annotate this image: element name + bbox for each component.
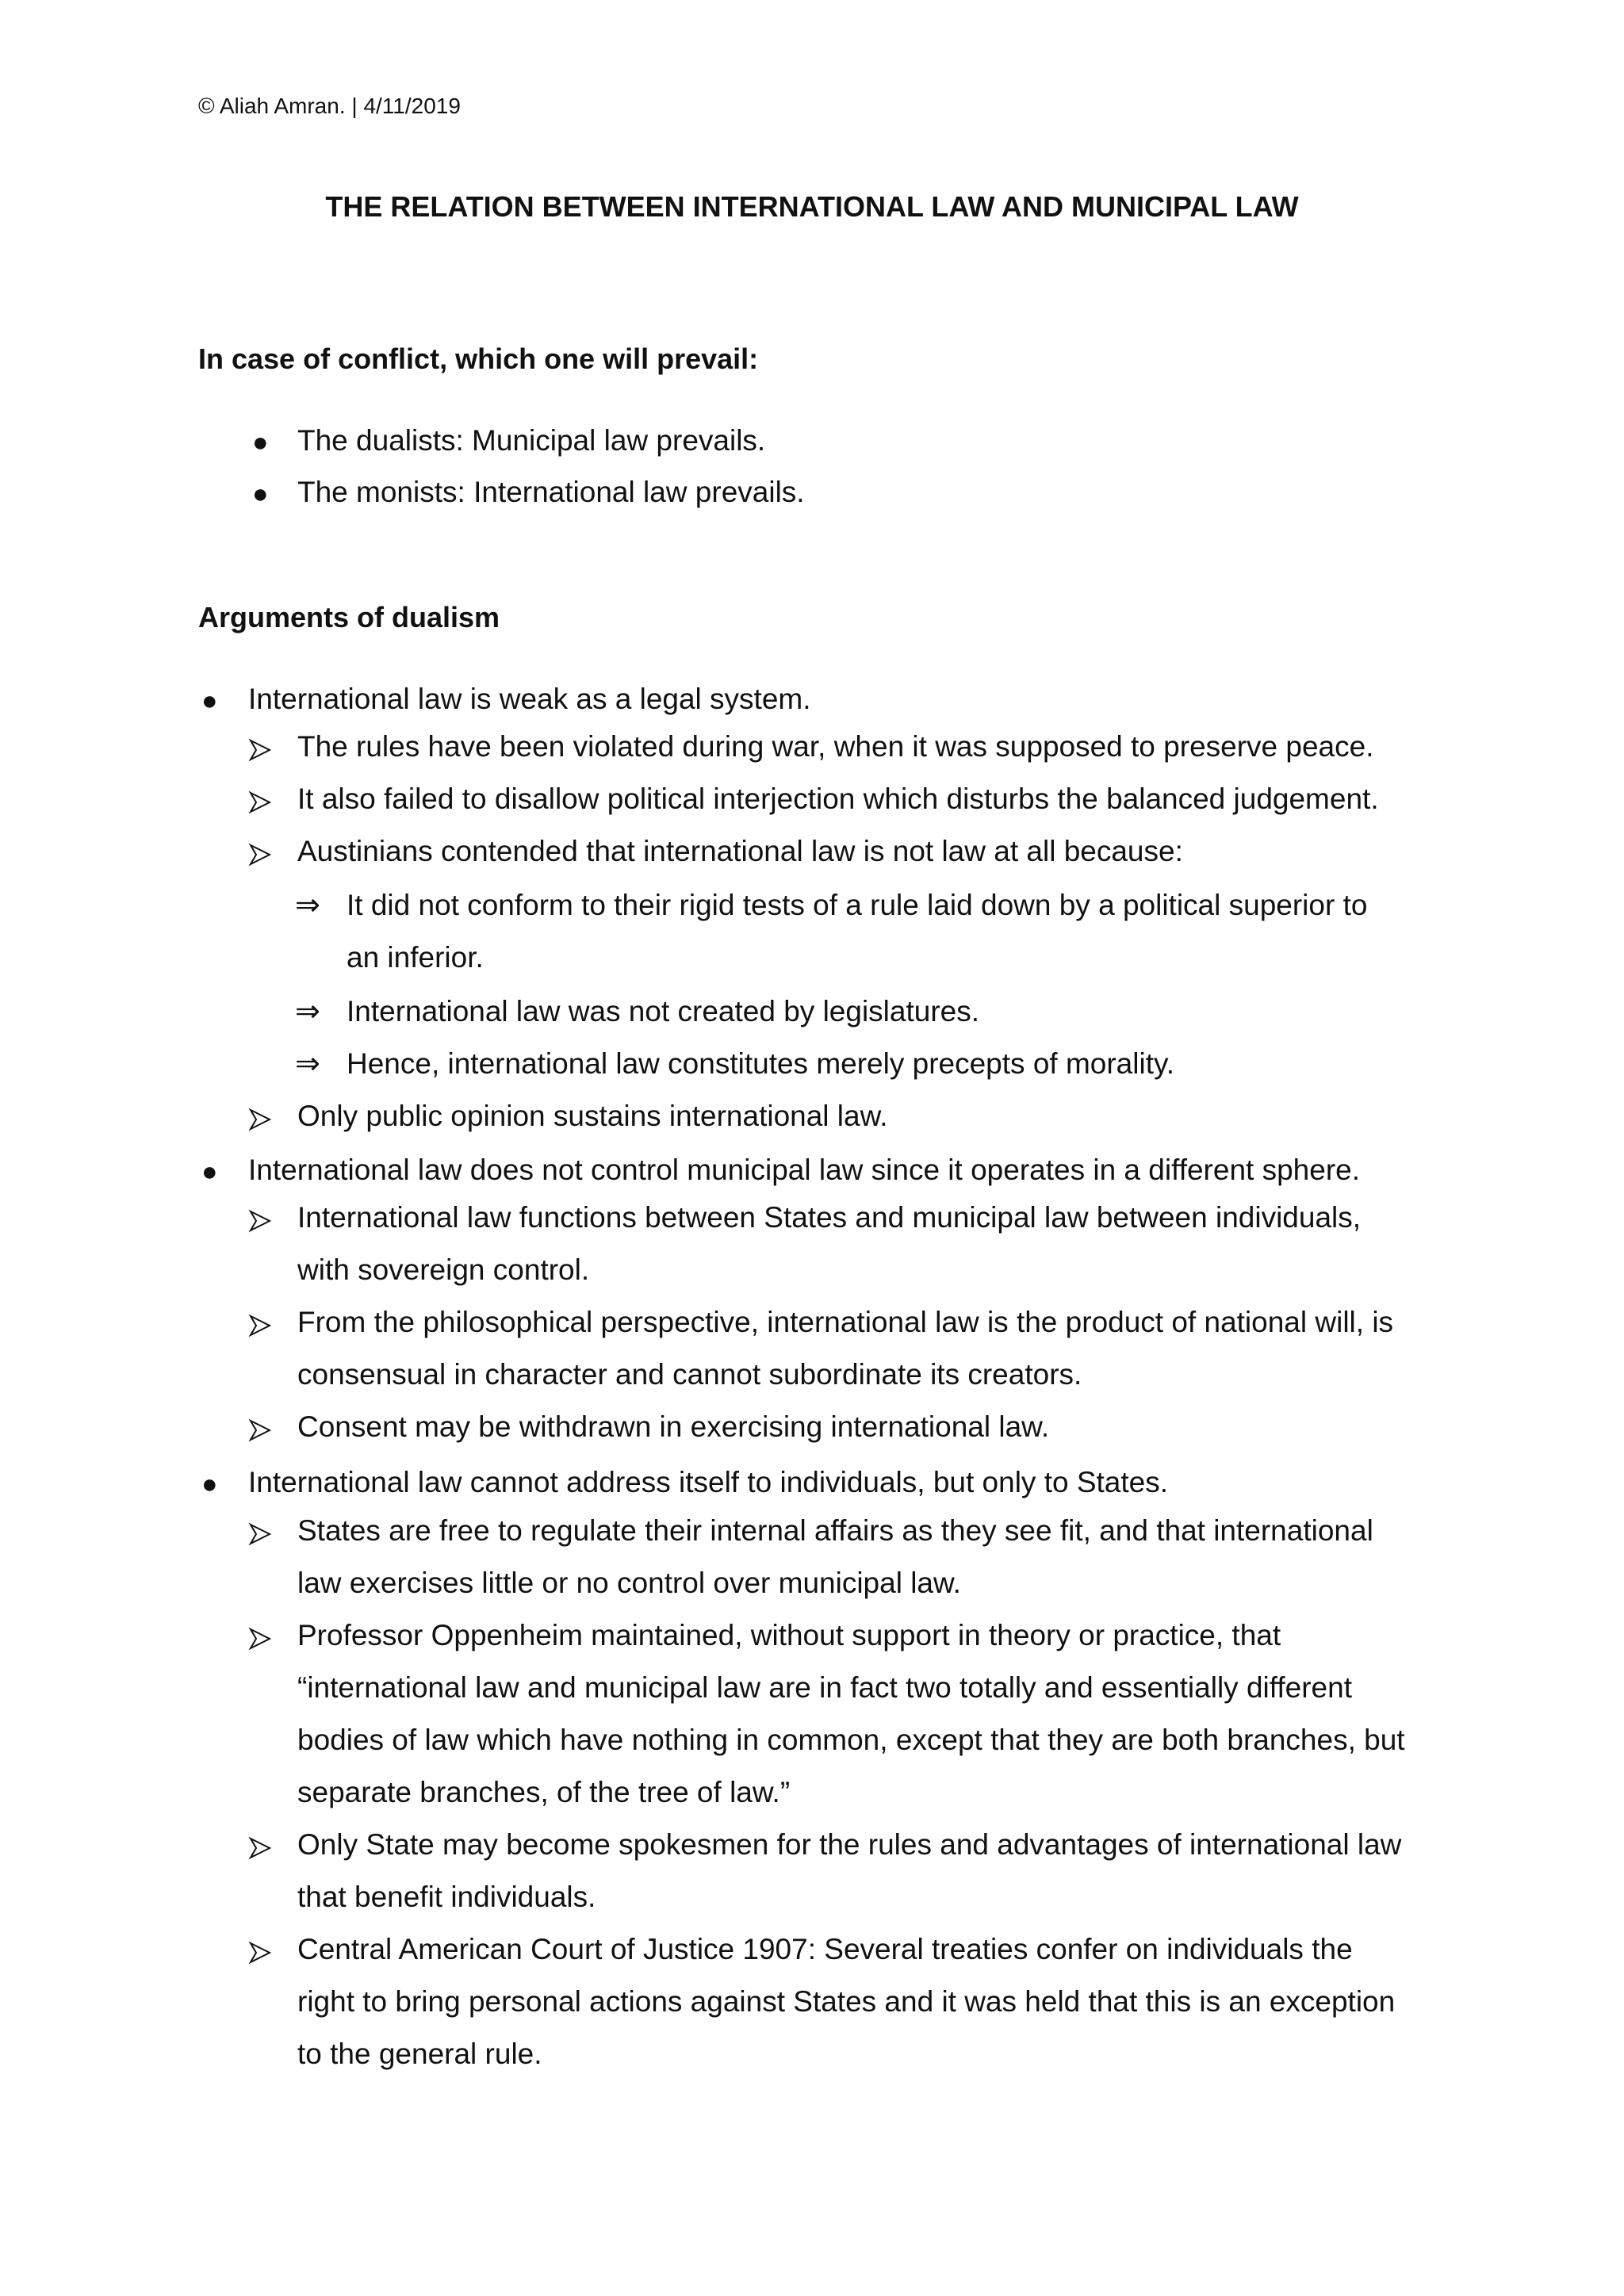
arrow-bullet-icon — [248, 1519, 272, 1554]
implies-arrow-icon: ⇒ — [295, 1047, 320, 1081]
arrow-bullet-icon — [248, 735, 272, 770]
subpoint-public-opinion: Only public opinion sustains international law. — [297, 1100, 888, 1132]
implies-arrow-icon: ⇒ — [295, 889, 320, 922]
subpoint-consent-withdrawn: Consent may be withdrawn in exercising international law. — [297, 1410, 1050, 1443]
implies-arrow-icon: ⇒ — [295, 995, 320, 1028]
bullet-dot: ● — [201, 1157, 218, 1187]
document-title: THE RELATION BETWEEN INTERNATIONAL LAW AND MUNICIPAL LAW — [325, 190, 1299, 223]
arrow-bullet-icon — [248, 1624, 272, 1659]
subpoint-oppenheim-quote-1: “international law and municipal law are in fact two totally and essentially different — [297, 1671, 1352, 1704]
subpoint-spokesmen-cont: that benefit individuals. — [297, 1881, 596, 1913]
point-weak-legal-system: International law is weak as a legal system. — [248, 683, 811, 715]
subpoint-oppenheim: Professor Oppenheim maintained, without support in theory or practice, that — [297, 1619, 1281, 1651]
subsubpoint-rigid-tests-cont: an inferior. — [347, 941, 484, 974]
subsubpoint-legislatures: International law was not created by legislatures. — [347, 995, 979, 1027]
section-heading-dualism: Arguments of dualism — [198, 601, 500, 633]
subpoint-internal-affairs: States are free to regulate their internal affairs as they see fit, and that international — [297, 1514, 1373, 1547]
subpoint-oppenheim-quote-3: separate branches, of the tree of law.” — [297, 1776, 791, 1808]
arrow-bullet-icon — [248, 840, 272, 874]
subsubpoint-morality: Hence, international law constitutes merely precepts of morality. — [347, 1047, 1175, 1080]
subpoint-between-states: International law functions between States and municipal law between individuals, — [297, 1201, 1362, 1234]
point-different-sphere: International law does not control municipal law since it operates in a different sphere. — [248, 1154, 1361, 1186]
arrow-bullet-icon — [248, 1206, 272, 1241]
subpoint-central-american-court-cont-1: right to bring personal actions against States and it was held that this is an exception — [297, 1985, 1396, 2018]
arrow-bullet-icon — [248, 787, 272, 822]
subpoint-philosophical-cont: consensual in character and cannot subordinate its creators. — [297, 1358, 1082, 1391]
arrow-bullet-icon — [248, 1311, 272, 1345]
arrow-bullet-icon — [248, 1415, 272, 1450]
arrow-bullet-icon — [248, 1833, 272, 1868]
subpoint-central-american-court-cont-2: to the general rule. — [297, 2038, 542, 2070]
bullet-dot: ● — [201, 686, 218, 716]
section-heading-conflict: In case of conflict, which one will prevail: — [198, 342, 759, 375]
point-only-states: International law cannot address itself to individuals, but only to States. — [248, 1466, 1169, 1498]
subsubpoint-rigid-tests: It did not conform to their rigid tests of a rule laid down by a political superior to — [347, 889, 1368, 921]
subpoint-philosophical: From the philosophical perspective, international law is the product of national will, is — [297, 1306, 1394, 1338]
subpoint-spokesmen: Only State may become spokesmen for the rules and advantages of international law — [297, 1828, 1402, 1861]
subpoint-central-american-court: Central American Court of Justice 1907: Several treaties confer on individuals the — [297, 1933, 1353, 1965]
subpoint-internal-affairs-cont: law exercises little or no control over municipal law. — [297, 1567, 961, 1599]
subpoint-austinians: Austinians contended that international law is not law at all because: — [297, 835, 1183, 867]
header-copyright: © Aliah Amran. | 4/11/2019 — [198, 94, 461, 118]
arrow-bullet-icon — [248, 1938, 272, 1973]
bullet-dot: ● — [252, 427, 269, 457]
bullet-dot: ● — [201, 1469, 218, 1499]
subpoint-political-interjection: It also failed to disallow political interjection which disturbs the balanced judgement. — [297, 783, 1379, 815]
subpoint-oppenheim-quote-2: bodies of law which have nothing in common, except that they are both branches, but — [297, 1724, 1405, 1756]
subpoint-between-states-cont: with sovereign control. — [297, 1253, 590, 1286]
bullet-dot: ● — [252, 479, 269, 509]
arrow-bullet-icon — [248, 1104, 272, 1139]
bullet-dualists: The dualists: Municipal law prevails. — [297, 424, 766, 457]
bullet-monists: The monists: International law prevails. — [297, 476, 805, 508]
subpoint-violated-war: The rules have been violated during war, when it was supposed to preserve peace. — [297, 730, 1374, 763]
